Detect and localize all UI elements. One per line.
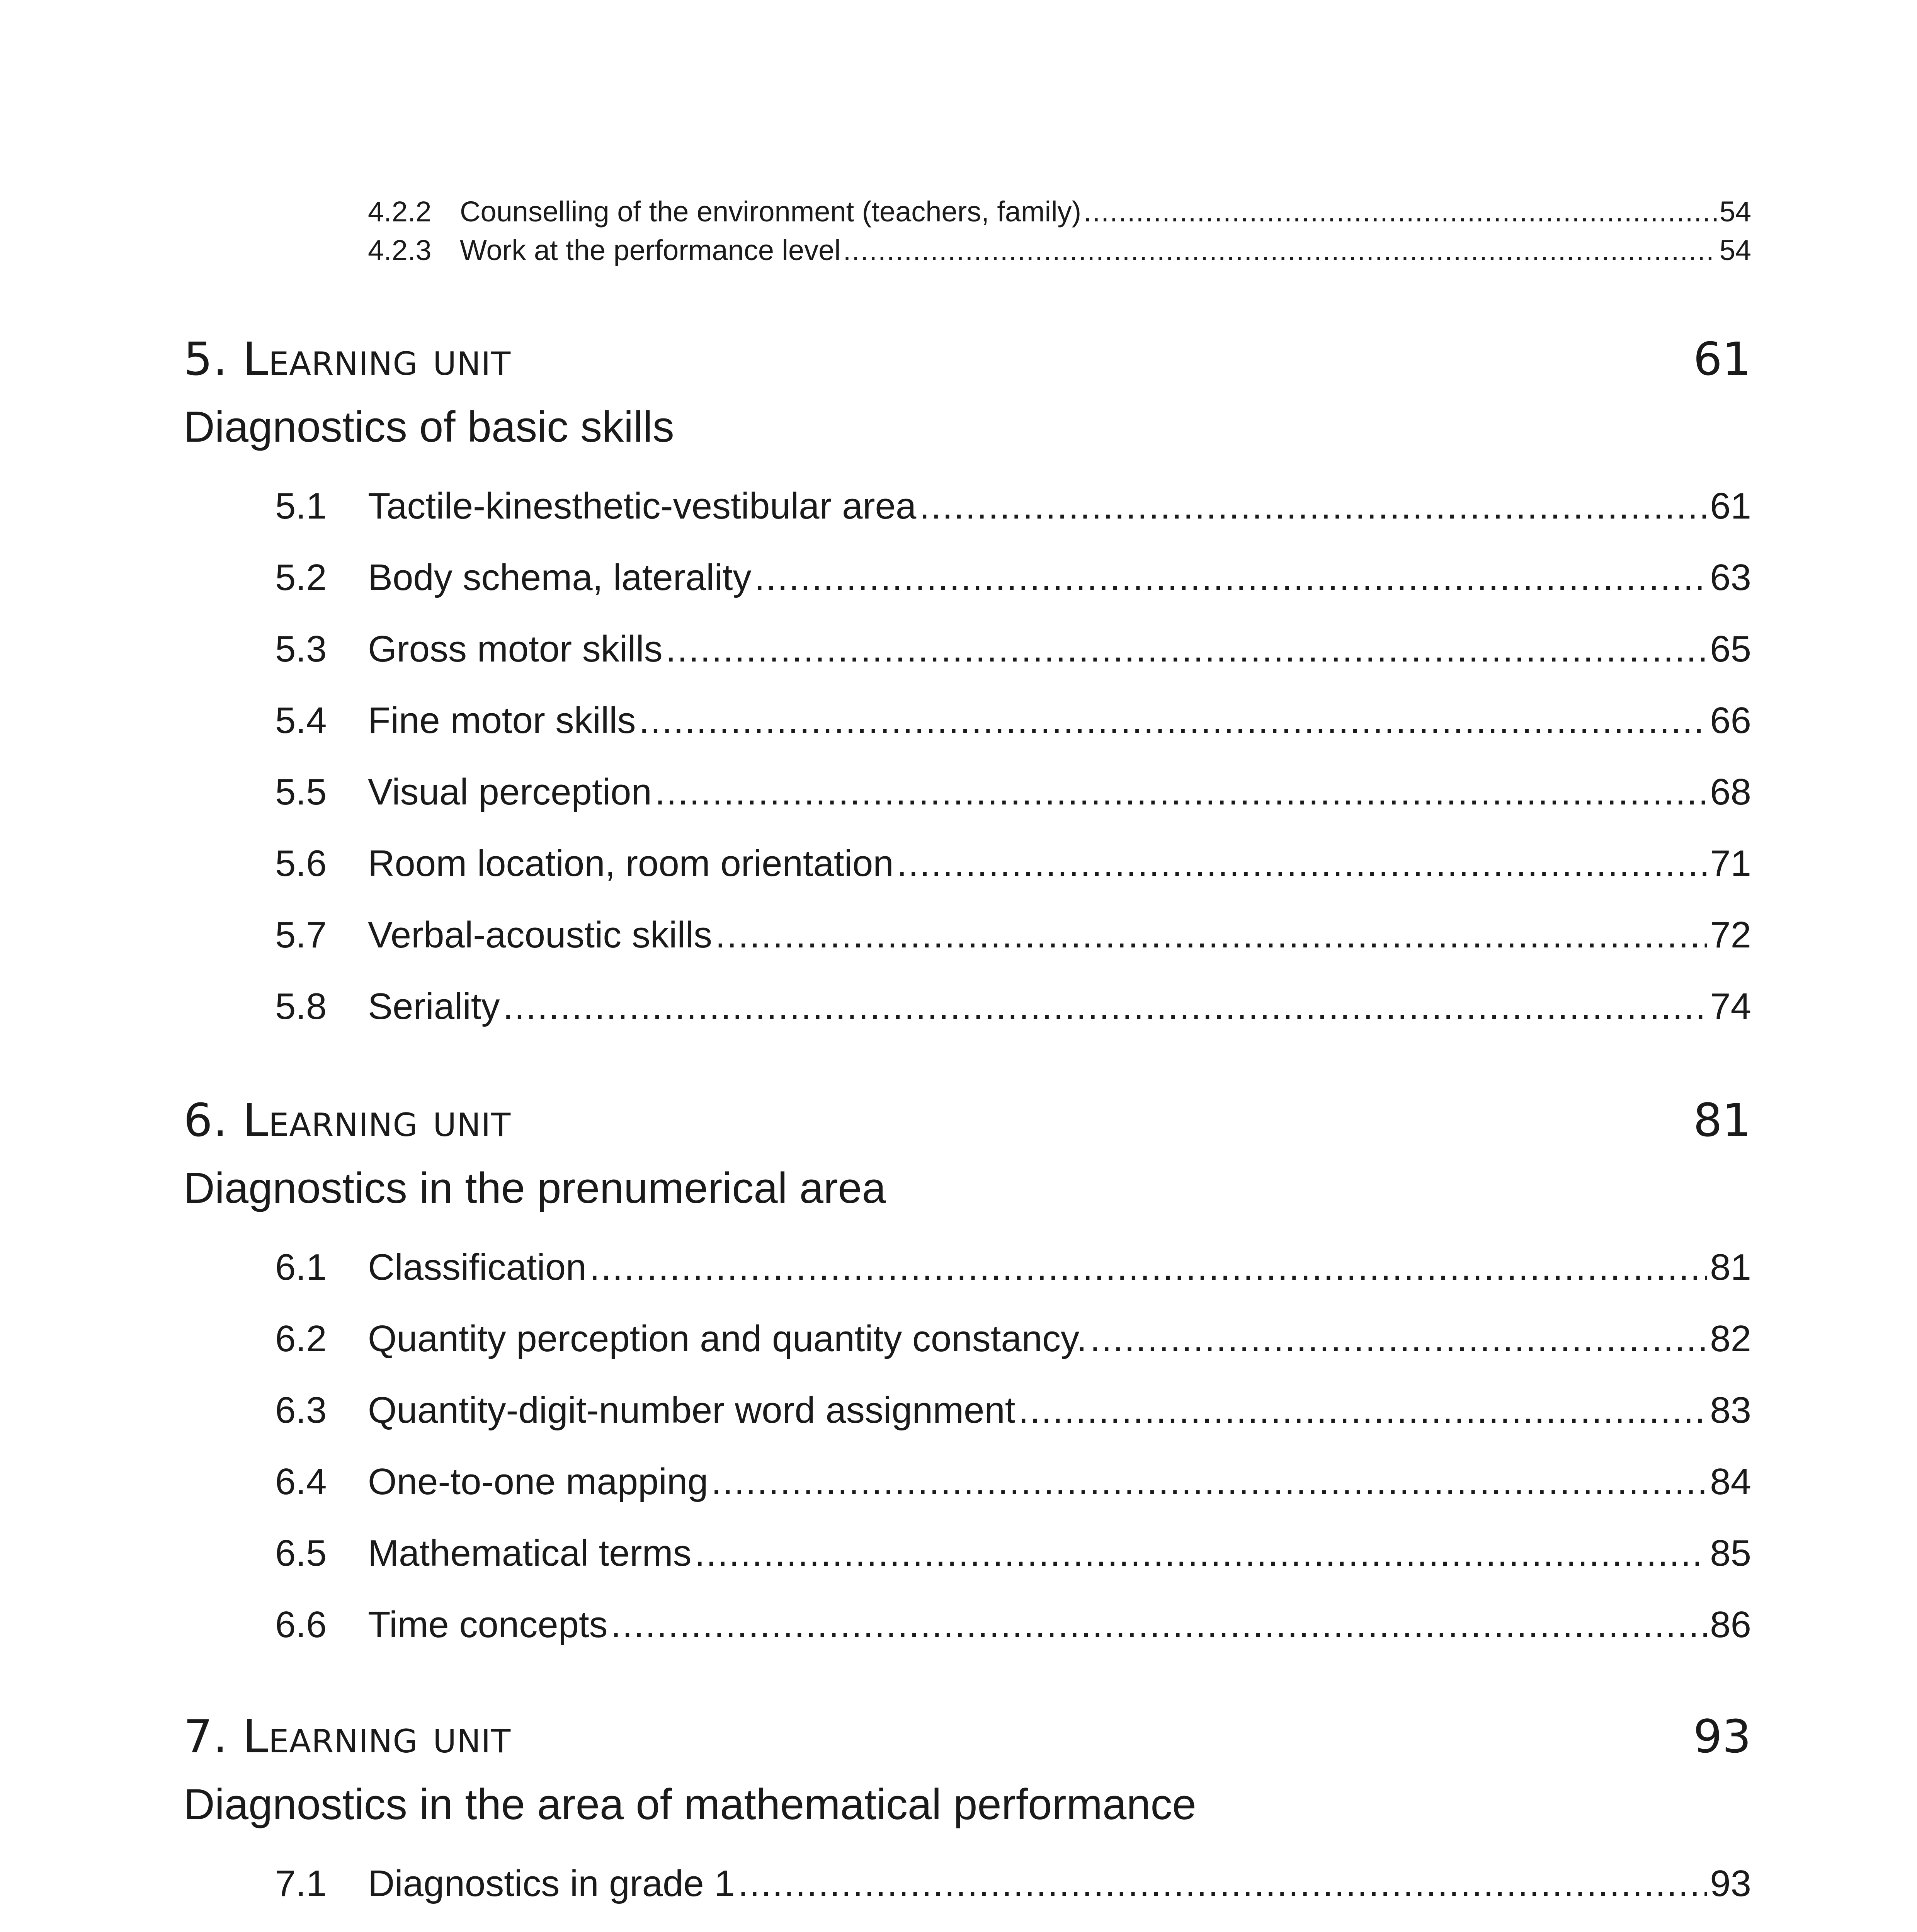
toc-entry[interactable] [275,1318,1751,1364]
toc-entry[interactable] [275,485,1751,531]
dot-leader [738,1862,1707,1905]
entry-page: 68 [1710,771,1751,813]
entry-page: 85 [1710,1532,1751,1574]
dot-leader [639,699,1707,742]
entry-page: 54 [1719,234,1751,266]
toc-entry[interactable] [275,842,1751,889]
dot-leader [715,914,1707,956]
unit-label: 5. Learning unit [184,332,511,386]
entry-number: 6.3 [275,1389,327,1431]
dot-leader [711,1461,1707,1503]
unit-heading[interactable] [184,332,1751,390]
entry-title: Verbal-acoustic skills [368,914,712,956]
unit-page: 61 [1693,332,1751,386]
dot-leader [1090,1318,1707,1360]
dot-leader [919,485,1707,527]
entry-page: 84 [1710,1461,1751,1502]
entry-title: Tactile-kinesthetic-vestibular area [368,485,917,527]
entry-number: 4.2.3 [368,234,432,266]
entry-number: 7.1 [275,1863,327,1904]
entry-number: 5.5 [275,771,327,813]
entry-number: 6.6 [275,1604,327,1645]
toc-entry[interactable] [275,1862,1751,1909]
entry-number: 6.4 [275,1461,327,1502]
entry-title: Quantity-digit-number word assignment [368,1389,1015,1431]
entry-number: 4.2.2 [368,196,432,228]
entry-number: 5.4 [275,700,327,741]
dot-leader [666,628,1707,670]
entry-title: Classification [368,1247,587,1288]
entry-page: 83 [1710,1389,1751,1431]
dot-leader [1084,195,1717,228]
dot-leader [1018,1389,1707,1432]
dot-leader [695,1532,1707,1575]
toc-entry[interactable] [275,1532,1751,1578]
dot-leader [611,1604,1707,1646]
unit-subtitle: Diagnostics in the prenumerical area [184,1164,886,1212]
dot-leader [655,771,1707,813]
entry-number: 6.1 [275,1247,327,1288]
toc-entry[interactable] [275,1461,1751,1507]
toc-entry[interactable] [275,985,1751,1032]
entry-number: 5.1 [275,485,327,527]
entry-page: 81 [1710,1247,1751,1288]
unit-page: 93 [1693,1710,1751,1763]
entry-page: 66 [1710,700,1751,741]
entry-title: Visual perception [368,771,652,813]
toc-entry[interactable] [368,234,1751,272]
entry-page: 82 [1710,1318,1751,1359]
toc-entry[interactable] [275,556,1751,603]
entry-title: Time concepts [368,1604,608,1645]
toc-entry[interactable] [275,1389,1751,1435]
entry-number: 5.6 [275,843,327,884]
entry-page: 65 [1710,628,1751,670]
entry-number: 6.5 [275,1532,327,1574]
entry-number: 5.3 [275,628,327,670]
unit-subtitle: Diagnostics in the area of mathematical performance [184,1780,1196,1828]
entry-title: Counselling of the environment (teachers, family) [460,196,1082,228]
unit-heading[interactable] [184,1094,1751,1151]
toc-entry[interactable] [275,1246,1751,1293]
dot-leader [897,842,1707,885]
dot-leader [590,1246,1707,1289]
entry-page: 93 [1710,1863,1751,1904]
dot-leader [754,556,1707,599]
unit-subtitle: Diagnostics of basic skills [184,403,674,451]
entry-title: Diagnostics in grade 1 [368,1863,735,1904]
entry-page: 71 [1710,843,1751,884]
entry-title: Seriality [368,986,500,1027]
toc-entry[interactable] [275,699,1751,746]
entry-page: 61 [1710,485,1751,527]
entry-number: 6.2 [275,1318,327,1359]
entry-title: Body schema, laterality [368,557,752,598]
entry-title: Work at the performance level [460,234,841,266]
unit-label: 6. Learning unit [184,1094,511,1147]
entry-title: Fine motor skills [368,700,636,741]
entry-page: 63 [1710,557,1751,598]
entry-page: 74 [1710,986,1751,1027]
entry-title: Mathematical terms [368,1532,692,1574]
toc-entry[interactable] [275,914,1751,960]
entry-title: One-to-one mapping [368,1461,708,1502]
dot-leader [843,234,1717,267]
toc-entry[interactable] [275,1604,1751,1650]
unit-label: 7. Learning unit [184,1710,511,1763]
entry-number: 5.7 [275,914,327,956]
dot-leader [503,985,1707,1028]
entry-title: Room location, room orientation [368,843,894,884]
entry-number: 5.2 [275,557,327,598]
toc-entry[interactable] [275,628,1751,674]
entry-page: 72 [1710,914,1751,956]
entry-title: Gross motor skills [368,628,663,670]
entry-page: 54 [1719,196,1751,228]
unit-heading[interactable] [184,1710,1751,1768]
unit-page: 81 [1693,1094,1751,1147]
toc-entry[interactable] [368,195,1751,234]
toc-entry[interactable] [275,771,1751,817]
entry-title: Quantity perception and quantity constancy. [368,1318,1087,1359]
entry-number: 5.8 [275,986,327,1027]
entry-page: 86 [1710,1604,1751,1645]
